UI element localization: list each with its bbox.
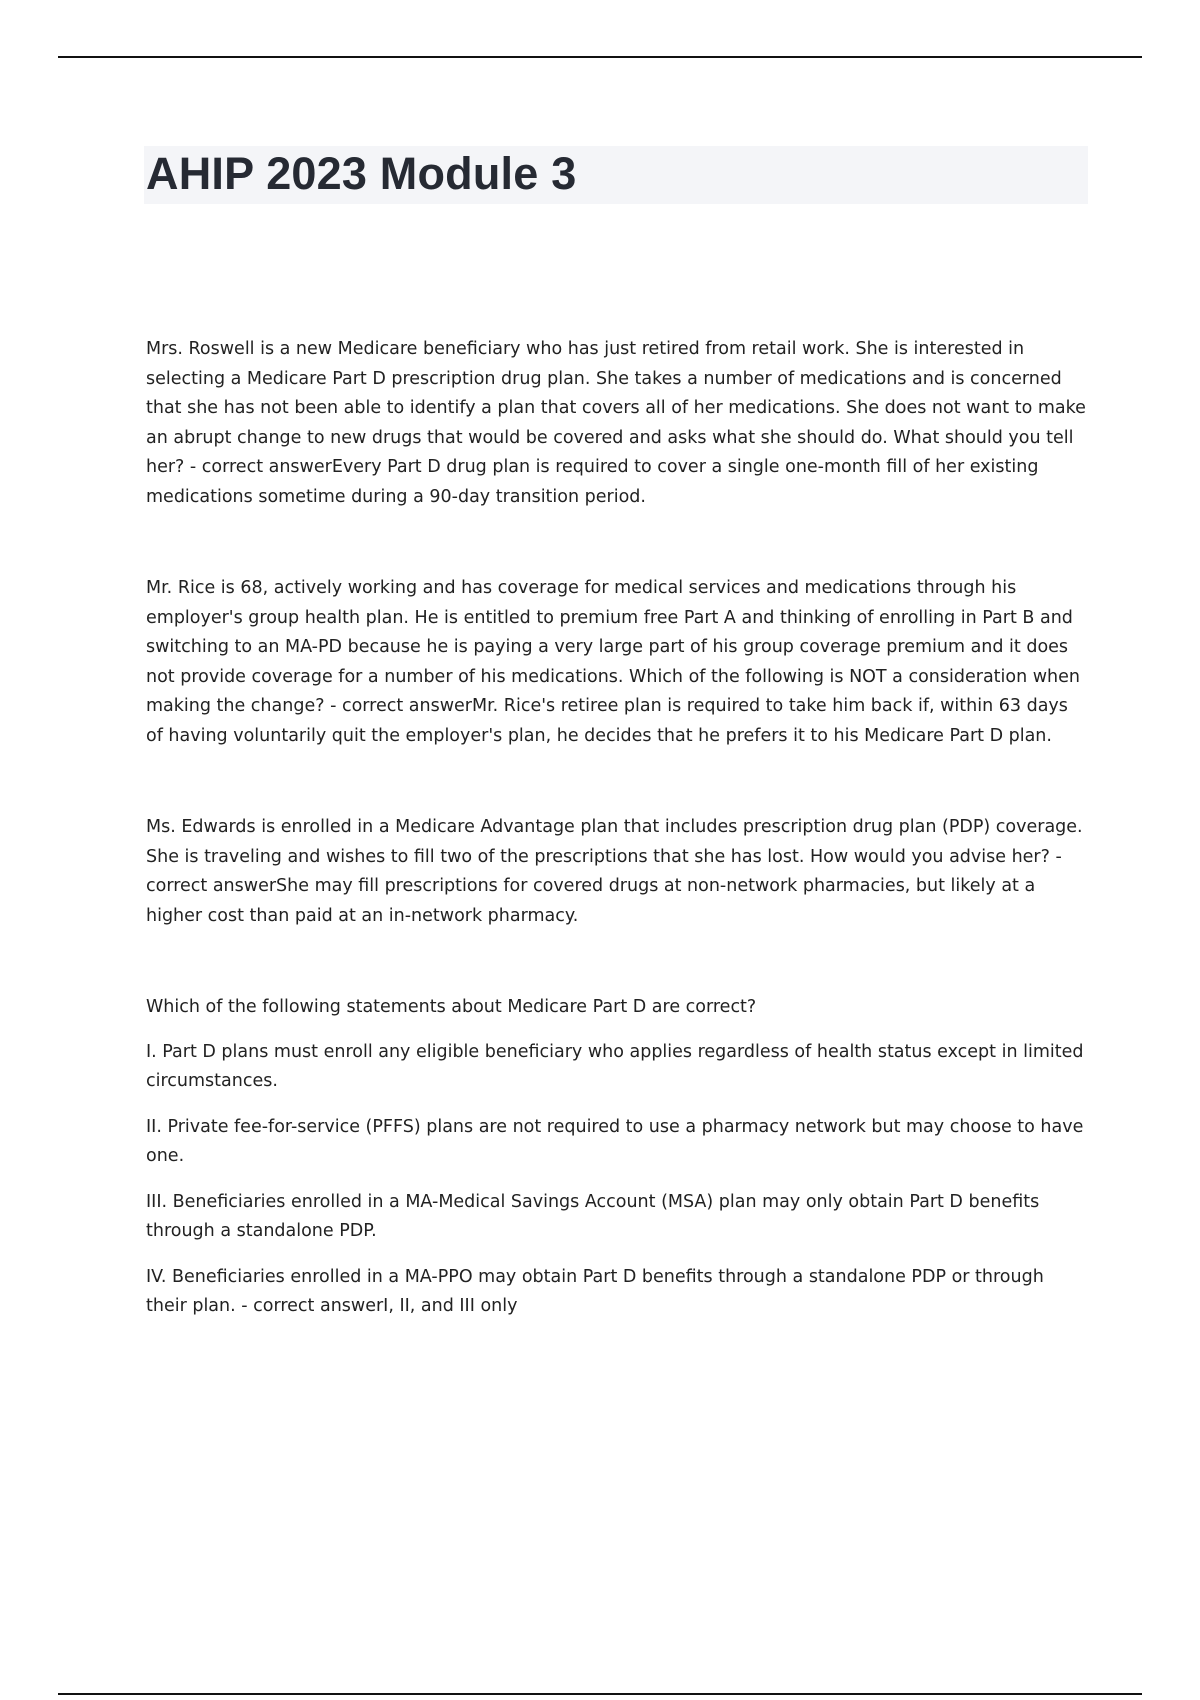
statement-iii: III. Beneficiaries enrolled in a MA-Medical Savings Account (MSA) plan may only obtain Part D benefits through a standalone PDP. <box>146 1191 1040 1241</box>
page-title: AHIP 2023 Module 3 <box>146 148 577 199</box>
multi-statement-question <box>146 993 1088 1322</box>
question-stem: Which of the following statements about Medicare Part D are correct? <box>146 997 757 1017</box>
top-rule <box>58 56 1142 58</box>
bottom-rule <box>58 1693 1142 1695</box>
document-body <box>146 335 1088 1338</box>
statement-i: I. Part D plans must enroll any eligible beneficiary who applies regardless of health status except in limited circumstances. <box>146 1041 1084 1091</box>
statement-ii: II. Private fee-for-service (PFFS) plans are not required to use a pharmacy network but may choose to have one. <box>146 1116 1084 1166</box>
statement-iv: IV. Beneficiaries enrolled in a MA-PPO may obtain Part D benefits through a standalone PDP or through their plan. - correct answerI, II, and III only <box>146 1266 1044 1316</box>
question-rice: Mr. Rice is 68, actively working and has coverage for medical services and medications through his employer's group health plan. He is entitled to premium free Part A and thinking of enrolling in Part B and switching to an MA-PD because he is paying a very large part of his group coverage premium and it does not provide coverage for a number of his medications. Which of the following is NOT a consideration when making the change? - correct answerMr. Rice's retiree plan is required to take him back if, within 63 days of having voluntarily quit the employer's plan, he decides that he prefers it to his Medicare Part D plan. <box>146 578 1081 746</box>
question-roswell: Mrs. Roswell is a new Medicare beneficiary who has just retired from retail work. She is interested in selecting a Medicare Part D prescription drug plan. She takes a number of medications and is concerned that she has not been able to identify a plan that covers all of her medications. She does not want to make an abrupt change to new drugs that would be covered and asks what she should do. What should you tell her? - correct answerEvery Part D drug plan is required to cover a single one-month fill of her existing medications sometime during a 90-day transition period. <box>146 339 1086 507</box>
question-edwards: Ms. Edwards is enrolled in a Medicare Advantage plan that includes prescription drug plan (PDP) coverage. She is traveling and wishes to fill two of the prescriptions that she has lost. How would you advise her? - correct answerShe may fill prescriptions for covered drugs at non-network pharmacies, but likely at a higher cost than paid at an in-network pharmacy. <box>146 817 1083 926</box>
